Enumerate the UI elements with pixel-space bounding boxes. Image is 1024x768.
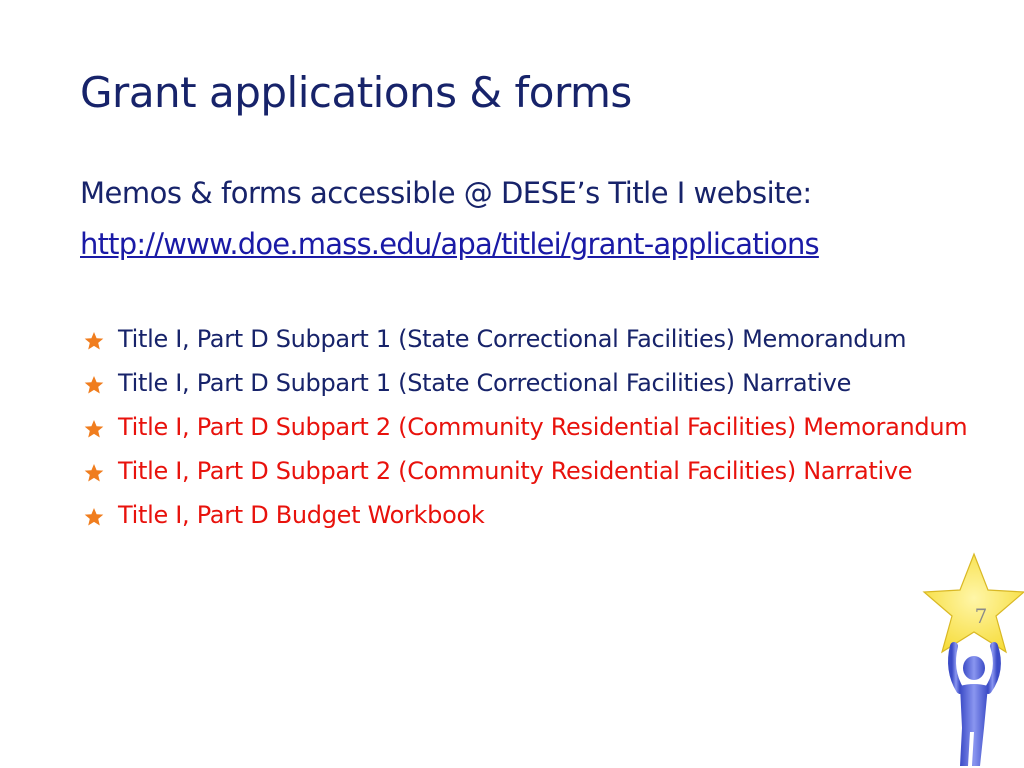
list-item bbox=[84, 454, 978, 489]
list-item bbox=[84, 498, 978, 533]
person-holding-star-icon bbox=[918, 552, 1024, 768]
star-icon bbox=[84, 419, 104, 439]
star-icon bbox=[84, 375, 104, 395]
list-item bbox=[84, 410, 978, 445]
intro-text: Memos & forms accessible @ DESE’s Title I website: bbox=[80, 176, 812, 210]
bullet-text: Title I, Part D Subpart 1 (State Correctional Facilities) Narrative bbox=[118, 369, 852, 397]
slide-title: Grant applications & forms bbox=[80, 68, 632, 117]
star-icon bbox=[84, 331, 104, 351]
list-item bbox=[84, 366, 978, 401]
website-link[interactable]: http://www.doe.mass.edu/apa/titlei/grant-applications bbox=[80, 227, 819, 261]
bullet-text: Title I, Part D Subpart 2 (Community Residential Facilities) Memorandum bbox=[118, 413, 968, 441]
bullet-list bbox=[84, 322, 984, 542]
star-icon bbox=[84, 463, 104, 483]
page-number: 7 bbox=[974, 604, 988, 628]
list-item bbox=[84, 322, 978, 357]
star-icon bbox=[84, 507, 104, 527]
bullet-text: Title I, Part D Subpart 2 (Community Residential Facilities) Narrative bbox=[118, 457, 913, 485]
bullet-text: Title I, Part D Subpart 1 (State Correctional Facilities) Memorandum bbox=[118, 325, 907, 353]
bullet-text: Title I, Part D Budget Workbook bbox=[118, 501, 485, 529]
